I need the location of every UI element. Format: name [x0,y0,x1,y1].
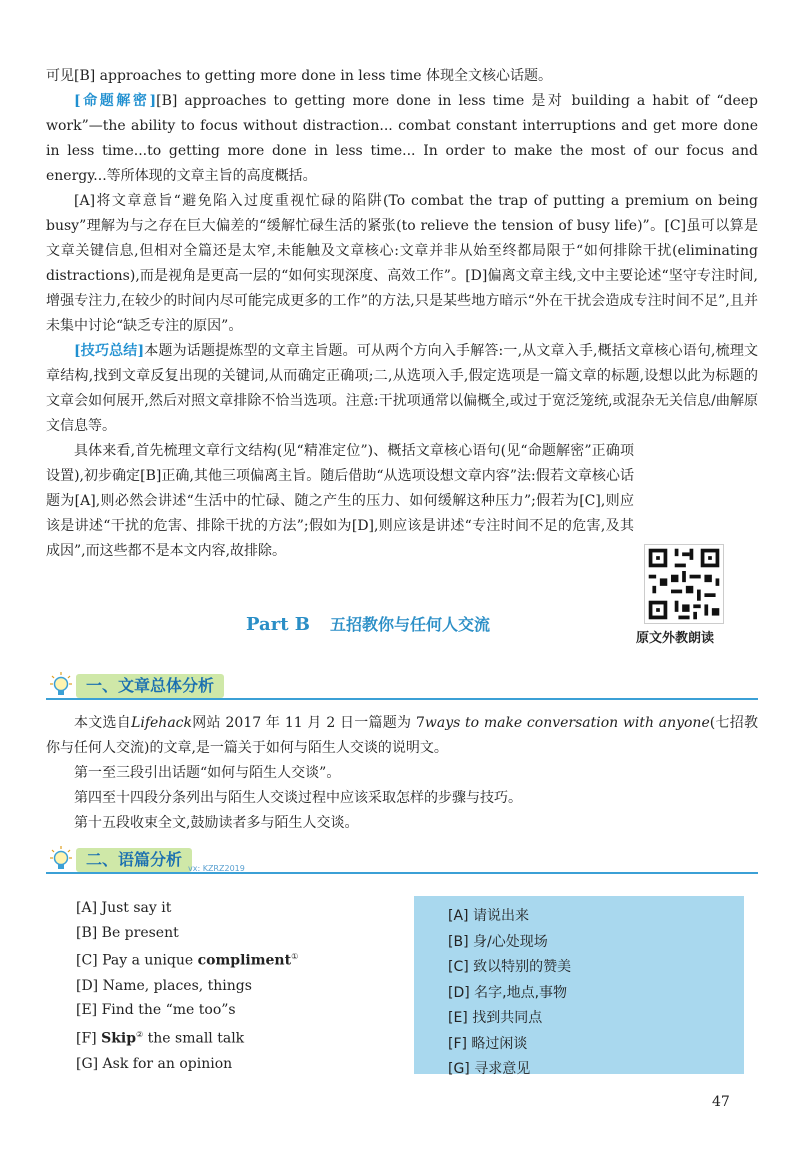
paragraph-text: [B] approaches to getting more done in less time 是对 building a habit of “deep work”—the ability to focus without distraction... combat constant interruptions and get more done in less time...to getting more done in less time... In order to make the most of our focus and energy...等所体现的文章主旨的高度概括。 [46,93,758,184]
list-item: [E] 找到共同点 [448,1010,543,1026]
qr-code-icon[interactable] [644,544,724,624]
list-item: [G] Ask for an opinion [76,1055,233,1072]
list-item: [D] 名字,地点,事物 [448,984,568,1001]
list-item: [A] 请说出来 [448,908,529,924]
list-item: [B] 身/心处现场 [448,933,548,950]
options-list-cn [448,904,571,1083]
list-item: [E] Find the “me too”s [76,1002,236,1019]
list-item: [F] Skip② the small talk [76,1030,245,1047]
paragraph-overview-intro [46,711,758,761]
overview-line-text: 第一至三段引出话题“如何与陌生人交谈”。 [74,765,341,781]
paragraph-proposition [46,89,758,189]
list-item: [G] 寻求意见 [448,1061,531,1077]
list-item: [C] Pay a unique compliment① [76,952,299,970]
overview-line-1 [46,761,758,786]
list-item: [C] 致以特别的赞美 [448,959,572,975]
paragraph-skills [46,339,758,439]
section-header-overview [46,672,758,700]
paragraph-conclusion [46,64,758,89]
list-item: [A] Just say it [76,900,172,916]
article-title: ways to make conversation with anyone [424,715,710,731]
list-item: [B] Be present [76,924,179,941]
list-item: [F] 略过闲谈 [448,1035,528,1052]
intro-before: 本文选自 [74,715,132,731]
paragraph-text: [A]将文章意旨“避免陷入过度重视忙碌的陷阱(To combat the trap of putting a premium on being busy”理解为与之存在巨大偏差的“缓解忙碌生活的紧张(to relieve the tension of busy life)”。[C]虽可以算是文章关键信息,但相对全篇还是太窄,未能触及文章核心:文章并非从始至终都局限于“如何排除干扰(eliminating distractions),而是视角是更高一层的“如何实现深度、高效工作”。[D]偏离文章主线,文中主要论述“坚守专注时间,增强专注力,在较少的时间内尽可能完成更多的工作”的方法,只是某些地方暗示“外在干扰会造成专注时间不足”,且并未集中讨论“缺乏专注的原因”。 [46,193,758,334]
overview-line-text: 第十五段收束全文,鼓励读者多与陌生人交谈。 [74,815,359,831]
source-name: Lifehack [131,715,192,731]
overview-line-text: 第四至十四段分条列出与陌生人交谈过程中应该采取怎样的步骤与技巧。 [74,790,522,806]
lightbulb-icon [50,672,72,698]
section-header-discourse [46,846,758,874]
paragraph-text: 具体来看,首先梳理文章行文结构(见“精准定位”)、概括文章核心语句(见“命题解密”正确项设置),初步确定[B]正确,其他三项偏离主旨。随后借助“从选项设想文章内容”法:假若文章核心话题为[A],则必然会讲述“生活中的忙碌、随之产生的压力、如何缓解这种压力”;假若为[C],则应该是讲述“干扰的危害、排除干扰的方法”;假如为[D],则应该是讲述“专注时间不足的危害,及其成因”,而这些都不是本文内容,故排除。 [46,443,634,559]
overview-line-2 [46,786,758,811]
paragraph-text: 可见[B] approaches to getting more done in less time 体现全文核心话题。 [46,68,553,84]
intro-mid: 网站 2017 年 11 月 2 日一篇题为 7 [192,715,425,731]
part-label: Part B [246,614,310,635]
options-list-en [76,896,298,1076]
section-title: 二、语篇分析 [76,848,192,872]
paragraph-detail [46,439,634,564]
part-title: 五招教你与任何人交流 [330,615,491,634]
paragraph-text: 本题为话题提炼型的文章主旨题。可从两个方向入手解答:一,从文章入手,概括文章核心语句,梳理文章结构,找到文章反复出现的关键词,从而确定正确项;二,从选项入手,假定选项是一篇文章的标题,设想以此为标题的文章会如何展开,然后对照文章排除不恰当选项。注意:干扰项通常以偏概全,或过于宽泛笼统,或混杂无关信息/曲解原文信息等。 [46,343,758,434]
translation-box [414,896,744,1077]
lightbulb-icon [50,846,72,872]
section-title: 一、文章总体分析 [76,674,224,698]
list-item: [D] Name, places, things [76,977,252,994]
paragraph-analysis [46,189,758,339]
intro-after: (七招教你与任何人交流)的文章,是一篇关于如何与陌生人交谈的说明文。 [46,715,758,756]
watermark: vx: KZRZ2019 [188,864,245,873]
part-heading [246,612,490,635]
tag-label: [技巧总结] [74,343,145,359]
qr-caption: 原文外教朗读 [636,631,715,646]
page-number: 47 [712,1094,730,1110]
tag-label: [命题解密] [74,93,157,109]
overview-line-3 [46,811,758,836]
